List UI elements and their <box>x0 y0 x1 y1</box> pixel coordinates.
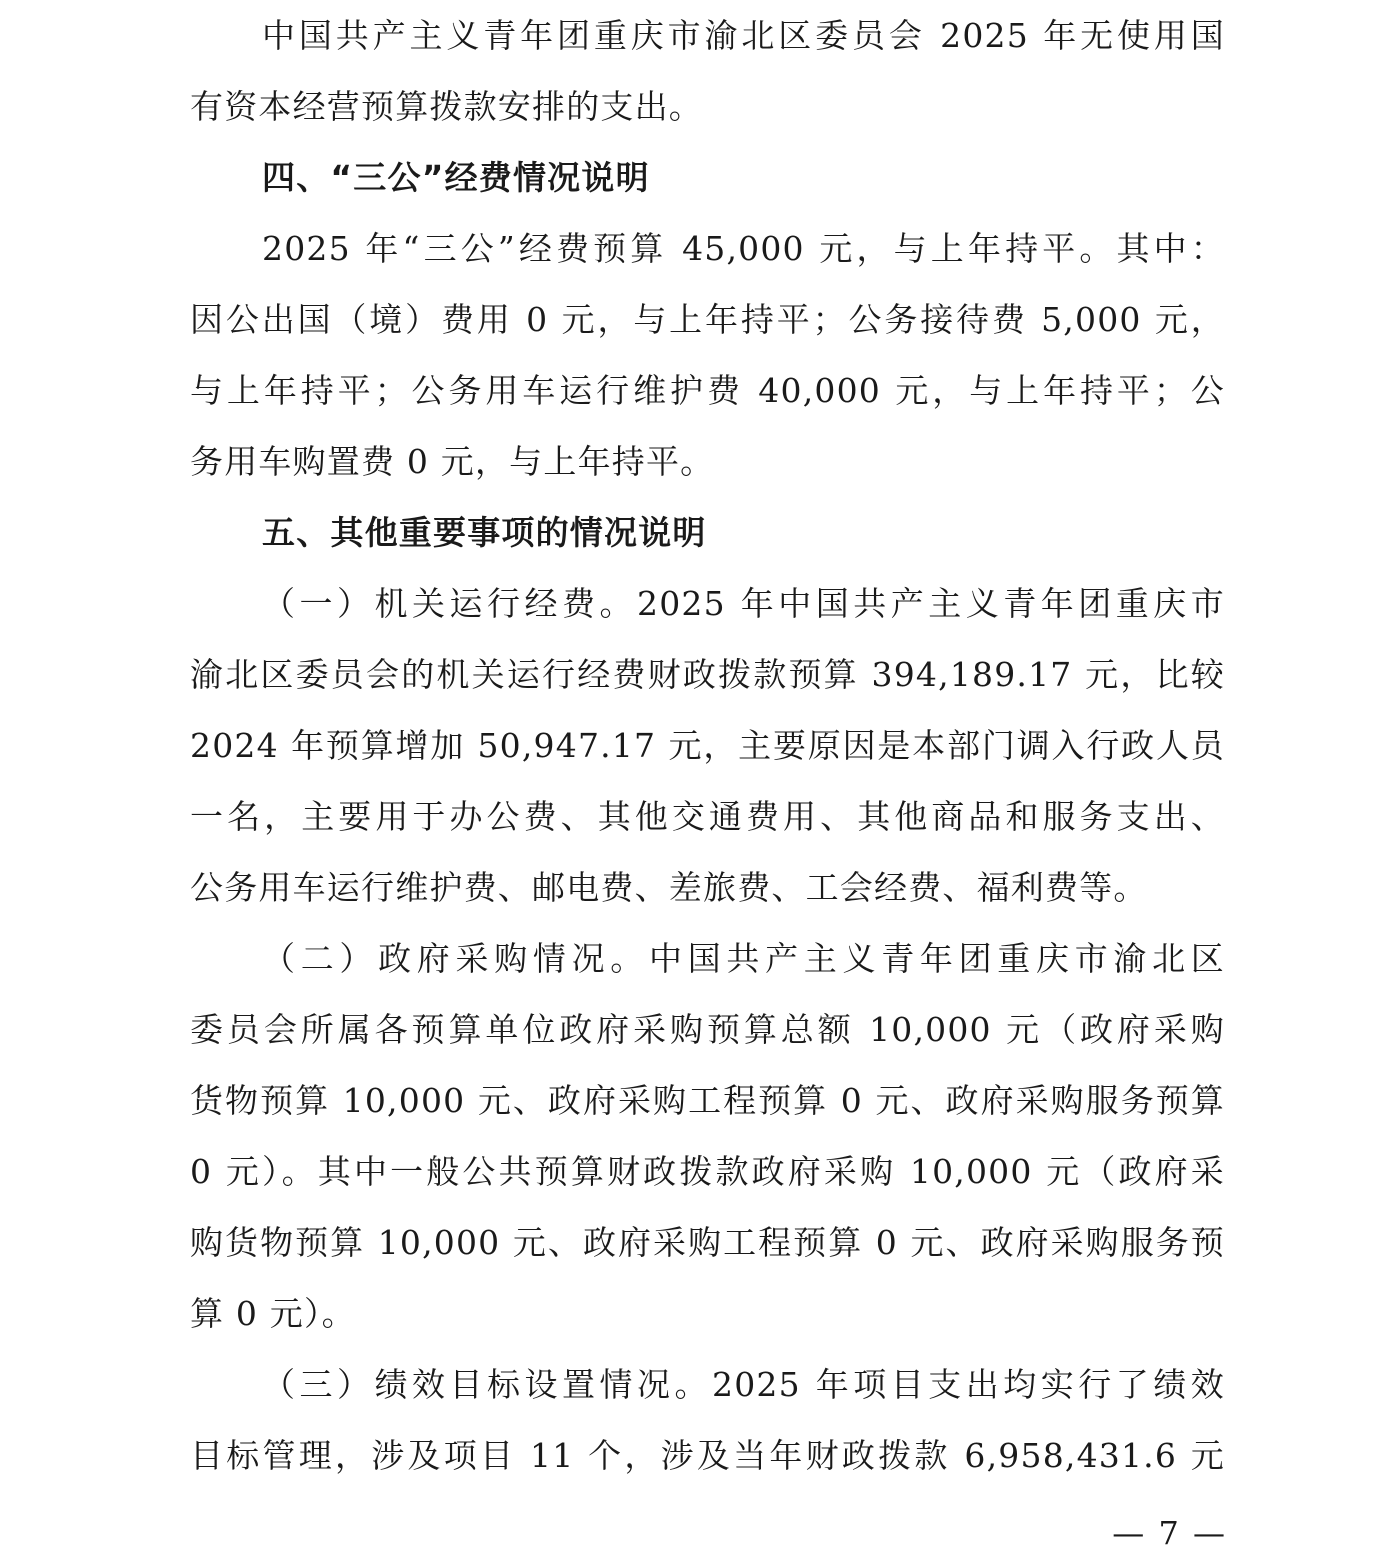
paragraph-line: 购货物预算 10,000 元、政府采购工程预算 0 元、政府采购服务预 <box>190 1223 1225 1262</box>
paragraph-line: 目标管理，涉及项目 11 个，涉及当年财政拨款 6,958,431.6 元 <box>190 1436 1225 1475</box>
paragraph-line: 一名，主要用于办公费、其他交通费用、其他商品和服务支出、 <box>190 797 1225 836</box>
paragraph-line: （二）政府采购情况。中国共产主义青年团重庆市渝北区 <box>262 939 1225 978</box>
paragraph-line: 中国共产主义青年团重庆市渝北区委员会 2025 年无使用国 <box>262 16 1225 55</box>
paragraph-line: 公务用车运行维护费、邮电费、差旅费、工会经费、福利费等。 <box>190 868 1148 907</box>
section-heading: 四、“三公”经费情况说明 <box>262 158 650 197</box>
paragraph-line: 渝北区委员会的机关运行经费财政拨款预算 394,189.17 元，比较 <box>190 655 1225 694</box>
paragraph-line: 算 0 元）。 <box>190 1294 356 1333</box>
paragraph-line: 有资本经营预算拨款安排的支出。 <box>190 87 703 126</box>
paragraph-line: （一）机关运行经费。2025 年中国共产主义青年团重庆市 <box>262 584 1225 623</box>
paragraph-line: （三）绩效目标设置情况。2025 年项目支出均实行了绩效 <box>262 1365 1225 1404</box>
document-body <box>190 0 1225 1491</box>
paragraph-line: 2024 年预算增加 50,947.17 元，主要原因是本部门调入行政人员 <box>190 726 1225 765</box>
paragraph-line: 务用车购置费 0 元，与上年持平。 <box>190 442 715 481</box>
paragraph-line: 0 元）。其中一般公共预算财政拨款政府采购 10,000 元（政府采 <box>190 1152 1225 1191</box>
paragraph-line: 货物预算 10,000 元、政府采购工程预算 0 元、政府采购服务预算 <box>190 1081 1225 1120</box>
page-number: — 7 — <box>1112 1514 1227 1552</box>
paragraph-line: 2025 年“三公”经费预算 45,000 元，与上年持平。其中： <box>262 229 1225 268</box>
paragraph-line: 与上年持平；公务用车运行维护费 40,000 元，与上年持平；公 <box>190 371 1225 410</box>
paragraph-line: 委员会所属各预算单位政府采购预算总额 10,000 元（政府采购 <box>190 1010 1225 1049</box>
paragraph-line: 因公出国（境）费用 0 元，与上年持平；公务接待费 5,000 元， <box>190 300 1225 339</box>
section-heading: 五、其他重要事项的情况说明 <box>262 513 707 552</box>
